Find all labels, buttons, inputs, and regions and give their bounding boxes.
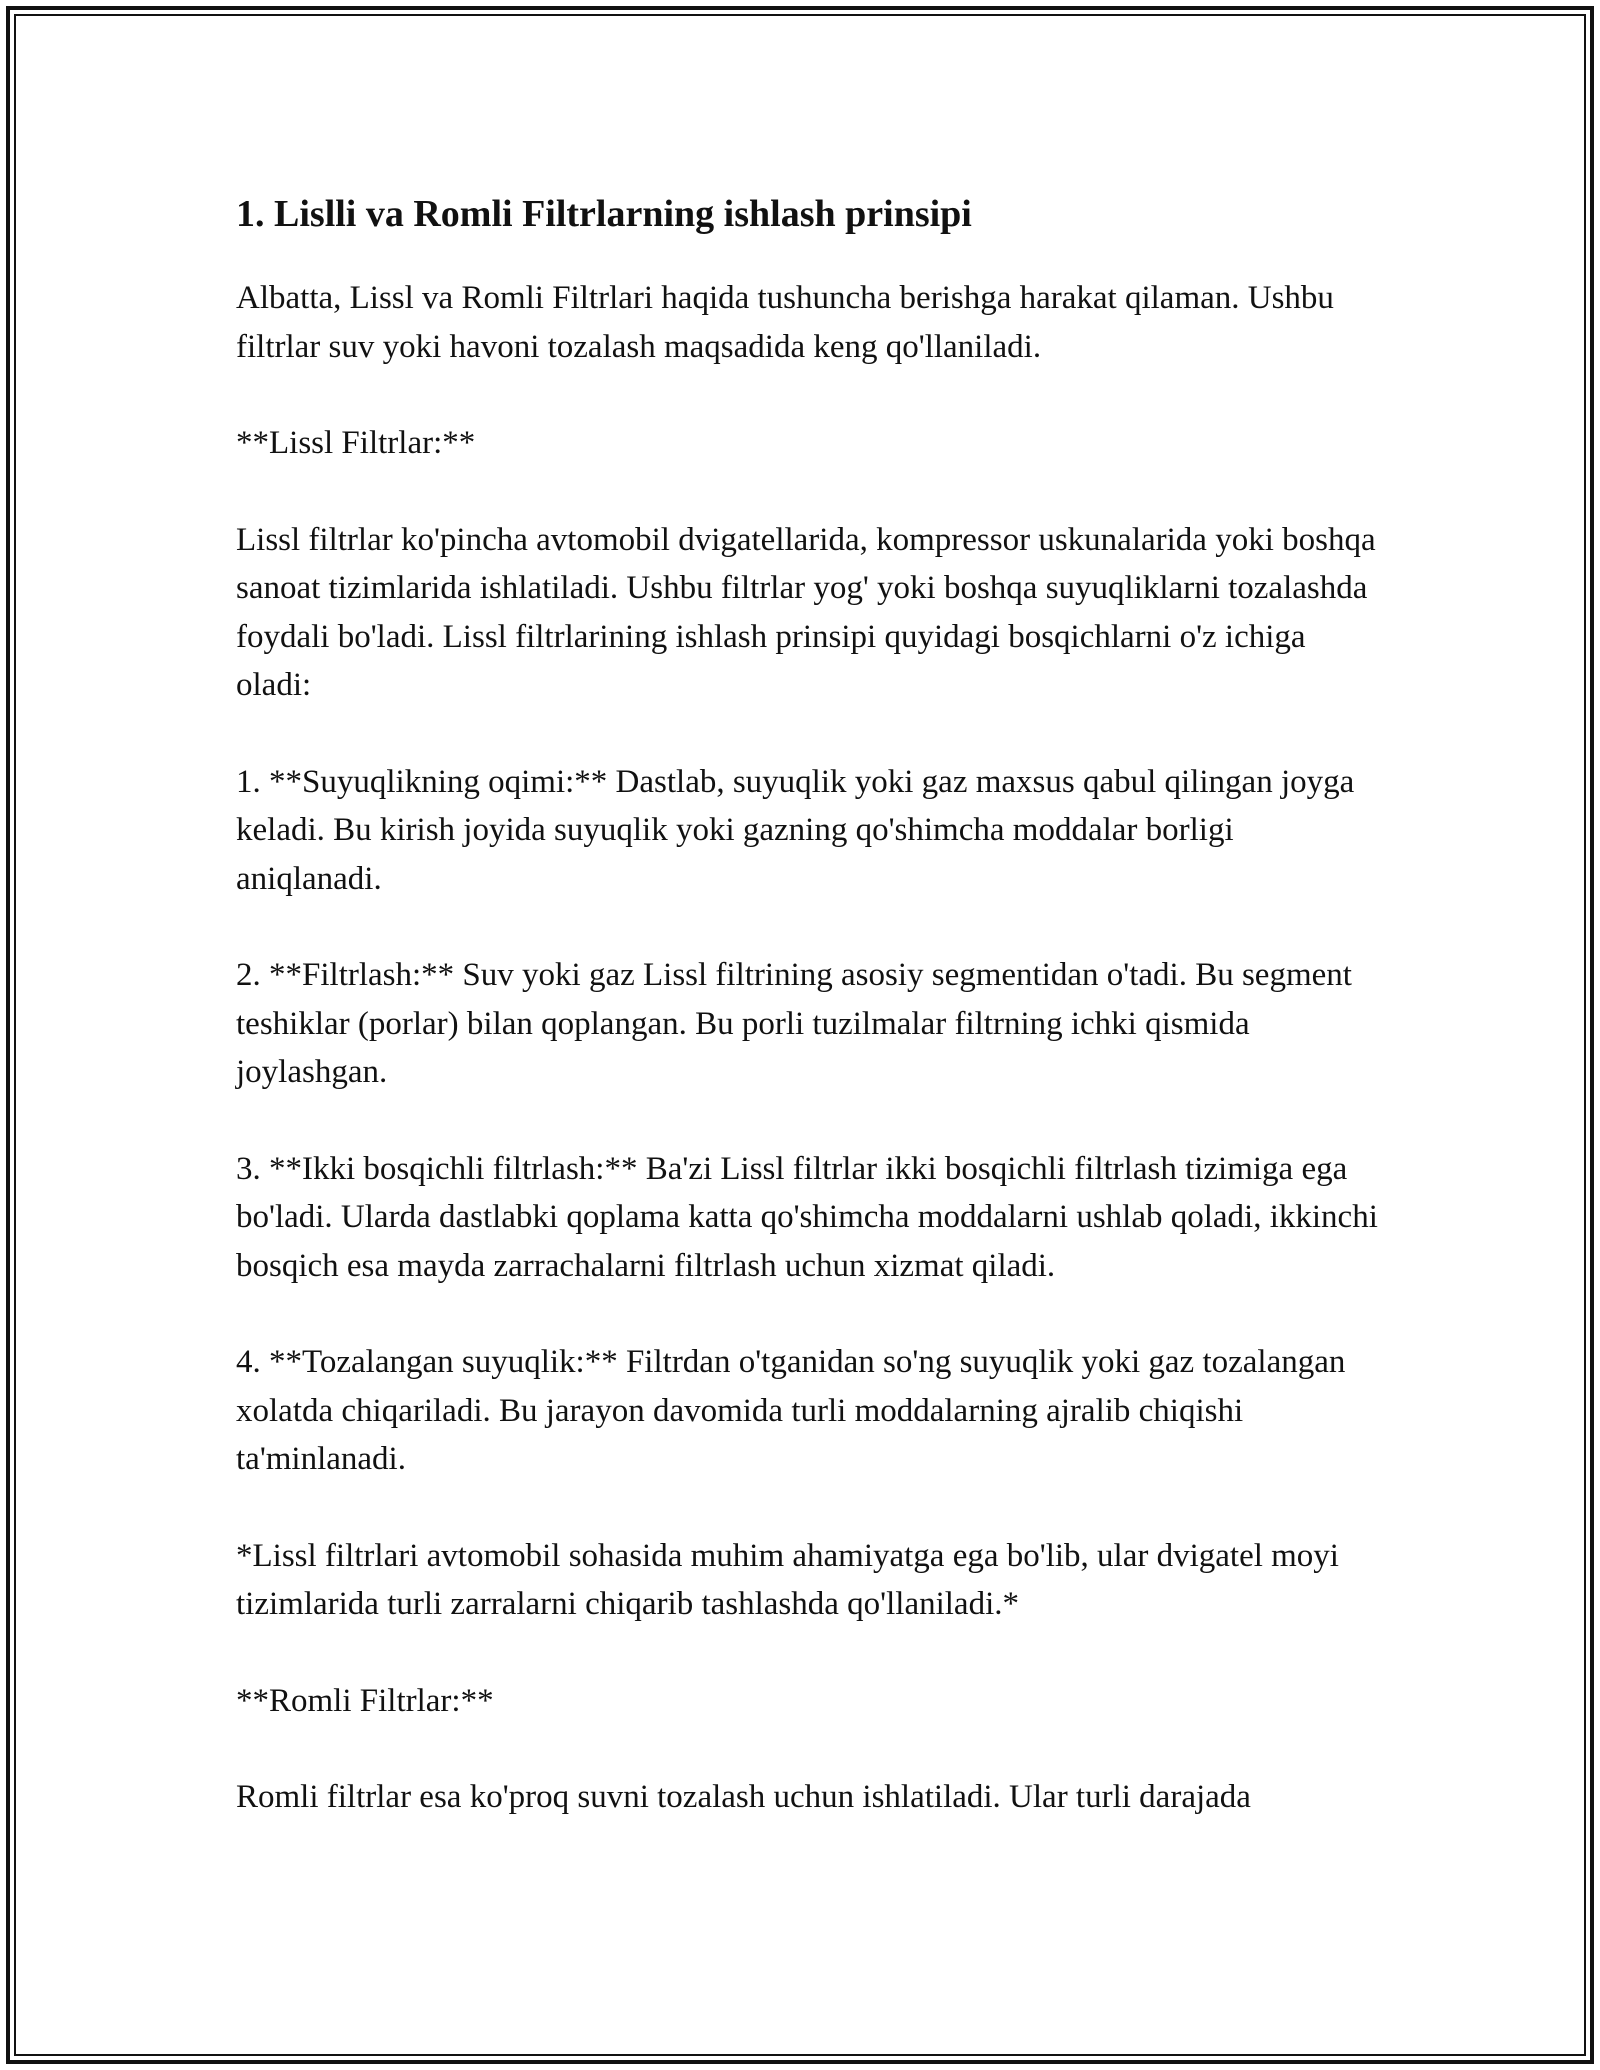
paragraph-step-3: 3. **Ikki bosqichli filtrlash:** Ba'zi Lissl filtrlar ikki bosqichli filtrlash tizimiga ega bo'ladi. Ularda dastlabki qoplama katta qo'shimcha moddalarni ushlab qoladi, ikkinchi bosqich esa mayda zarrachalarni filtrlash uchun xizmat qiladi. xyxy=(236,1150,1378,1284)
paragraph-romli-heading: **Romli Filtrlar:** xyxy=(236,1682,494,1719)
paragraph-romli-description: Romli filtrlar esa ko'proq suvni tozalash uchun ishlatiladi. Ular turli darajada xyxy=(236,1779,1251,1815)
paragraph-intro: Albatta, Lissl va Romli Filtrlari haqida tushuncha berishga harakat qilaman. Ushbu filtrlar suv yoki havoni tozalash maqsadida keng qo'llaniladi. xyxy=(236,280,1334,365)
paragraph-lissl-description: Lissl filtrlar ko'pincha avtomobil dvigatellarida, kompressor uskunalarida yoki boshqa sanoat tizimlarida ishlatiladi. Ushbu filtrlar yog' yoki boshqa suyuqliklarni tozalashda foydali bo'ladi. Lissl filtrlarining ishlash prinsipi quyidagi bosqichlarni o'z ichiga oladi: xyxy=(236,521,1376,703)
document-title: 1. Lislli va Romli Filtrlarning ishlash prinsipi xyxy=(236,193,972,235)
paragraph-step-1: 1. **Suyuqlikning oqimi:** Dastlab, suyuqlik yoki gaz maxsus qabul qilingan joyga keladi. Bu kirish joyida suyuqlik yoki gazning qo'shimcha moddalar borligi aniqlanadi. xyxy=(236,763,1355,897)
paragraph-lissl-note: *Lissl filtrlari avtomobil sohasida muhim ahamiyatga ega bo'lib, ular dvigatel moyi tizimlarida turli zarralarni chiqarib tashlashda qo'llaniladi.* xyxy=(236,1537,1339,1622)
paragraph-step-2: 2. **Filtrlash:** Suv yoki gaz Lissl filtrining asosiy segmentidan o'tadi. Bu segment teshiklar (porlar) bilan qoplangan. Bu porli tuzilmalar filtrning ichki qismida joylashgan. xyxy=(236,957,1352,1090)
paragraph-lissl-heading: **Lissl Filtrlar:** xyxy=(236,425,476,461)
paragraph-step-4: 4. **Tozalangan suyuqlik:** Filtrdan o'tganidan so'ng suyuqlik yoki gaz tozalangan xolatda chiqariladi. Bu jarayon davomida turli moddalarning ajralib chiqishi ta'minlanadi. xyxy=(236,1344,1346,1477)
document-body xyxy=(236,186,1386,1822)
